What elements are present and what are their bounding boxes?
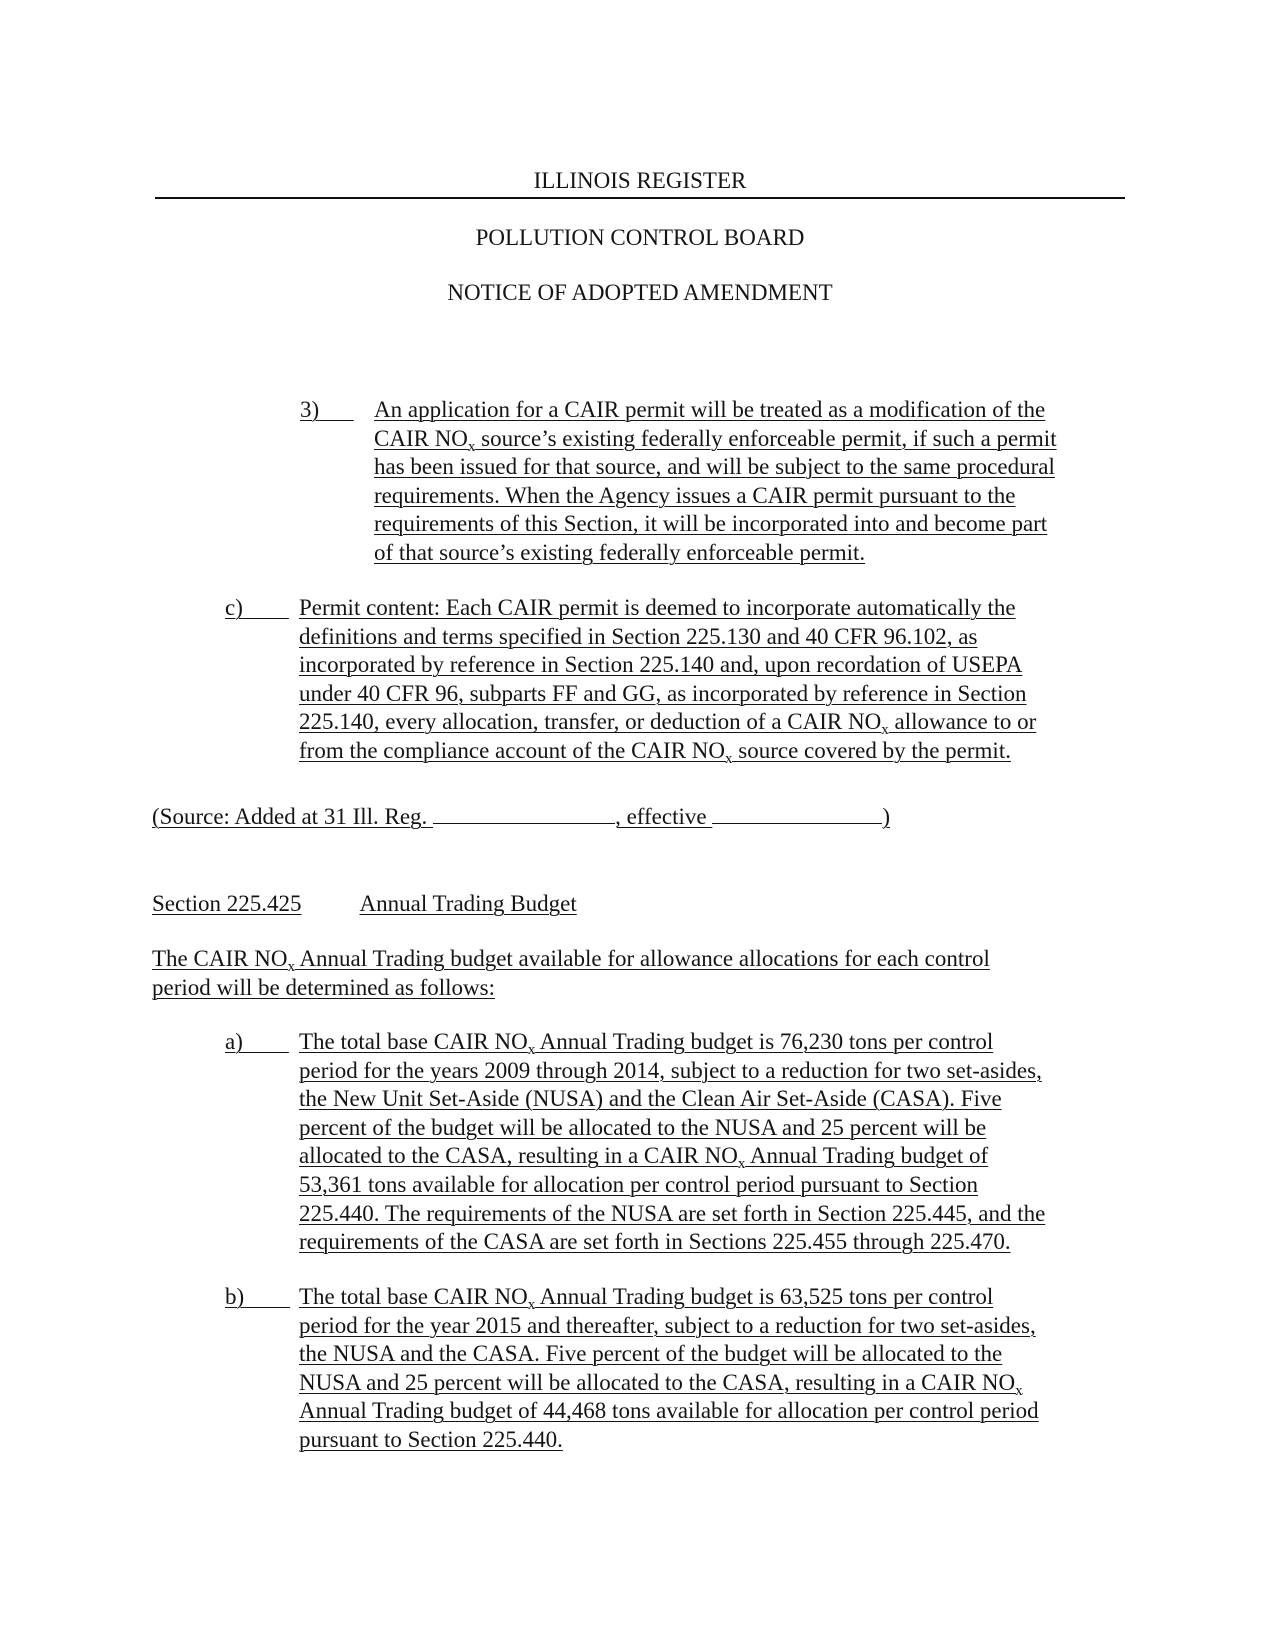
- item-a-line: 53,361 tons available for allocation per control period pursuant to Section: [299, 1171, 978, 1197]
- item-b-line: NUSA and 25 percent will be allocated to the CASA, resulting in a CAIR $NO_x$: [299, 1369, 1023, 1399]
- item-c-paragraph: [299, 594, 1036, 766]
- item-b-paragraph: [299, 1283, 1039, 1455]
- intro-paragraph: [152, 945, 990, 1002]
- item-a-paragraph: [299, 1028, 1045, 1257]
- section-heading: Section 225.425 Annual Trading Budget: [152, 891, 577, 916]
- item-c-line: from the compliance account of the CAIR $NO_x$ source covered by the permit.: [299, 737, 1011, 767]
- intro-line: period will be determined as follows:: [152, 974, 496, 1000]
- effective-blank: [712, 803, 882, 824]
- item-3-line: An application for a CAIR permit will be treated as a modification of the: [374, 397, 1046, 422]
- item-c-line: incorporated by reference in Section 225.140 and, upon recordation of USEPA: [299, 652, 1023, 678]
- item-c-line: Permit content: Each CAIR permit is deemed to incorporate automatically the: [299, 595, 1016, 620]
- item-c-line: 225.140, every allocation, transfer, or deduction of a CAIR $NO_x$ allowance to or: [299, 709, 1037, 739]
- agency-title: POLLUTION CONTROL BOARD: [475, 225, 805, 250]
- item-3-paragraph: [374, 396, 1057, 568]
- item-a-line: requirements of the CASA are set forth in Sections 225.455 through 225.470.: [299, 1229, 1011, 1255]
- item-a-line: the New Unit Set-Aside (NUSA) and the Clean Air Set-Aside (CASA). Five: [299, 1086, 1002, 1112]
- header-rule: [155, 197, 1125, 199]
- item-b-line: pursuant to Section 225.440.: [299, 1426, 563, 1452]
- item-3-line: of that source’s existing federally enforceable permit.: [374, 539, 866, 565]
- item-c-marker: c): [225, 595, 243, 620]
- item-a-line: 225.440. The requirements of the NUSA are set forth in Section 225.445, and the: [299, 1200, 1046, 1226]
- register-blank: [433, 803, 615, 824]
- intro-line: The CAIR $NO_x$ Annual Trading budget available for allowance allocations for each control: [152, 946, 990, 975]
- item-c-line: definitions and terms specified in Section 225.130 and 40 CFR 96.102, as: [299, 623, 978, 649]
- item-a-line: allocated to the CASA, resulting in a CAIR $NO_x$ Annual Trading budget of: [299, 1143, 989, 1173]
- register-title: ILLINOIS REGISTER: [533, 168, 747, 193]
- item-3-line: requirements. When the Agency issues a CAIR permit pursuant to the: [374, 482, 1016, 508]
- item-b-line: Annual Trading budget of 44,468 tons available for allocation per control period: [299, 1398, 1039, 1424]
- item-a-line: The total base CAIR $NO_x$ Annual Trading budget is 76,230 tons per control: [299, 1029, 994, 1058]
- item-b-line: the NUSA and the CASA. Five percent of the budget will be allocated to the: [299, 1341, 1003, 1367]
- item-a-marker: a): [225, 1029, 243, 1054]
- item-3-marker: 3): [300, 397, 320, 422]
- item-3-line: has been issued for that source, and will be subject to the same procedural: [374, 454, 1055, 480]
- item-c-line: under 40 CFR 96, subparts FF and GG, as incorporated by reference in Section: [299, 680, 1027, 706]
- item-3-line: requirements of this Section, it will be incorporated into and become part: [374, 511, 1048, 537]
- item-a-line: period for the years 2009 through 2014, subject to a reduction for two set-asides,: [299, 1057, 1042, 1083]
- item-3-line: CAIR $NO_x$ source’s existing federally enforceable permit, if such a permit: [374, 425, 1057, 455]
- source-note: (Source: Added at 31 Ill. Reg. , effective ): [152, 804, 891, 829]
- item-a-line: percent of the budget will be allocated to the NUSA and 25 percent will be: [299, 1114, 987, 1140]
- notice-title: NOTICE OF ADOPTED AMENDMENT: [447, 280, 833, 305]
- item-b-line: period for the year 2015 and thereafter, subject to a reduction for two set-asides,: [299, 1312, 1036, 1338]
- item-b-marker: b): [225, 1284, 245, 1309]
- item-b-line: The total base CAIR $NO_x$ Annual Trading budget is 63,525 tons per control: [299, 1284, 994, 1313]
